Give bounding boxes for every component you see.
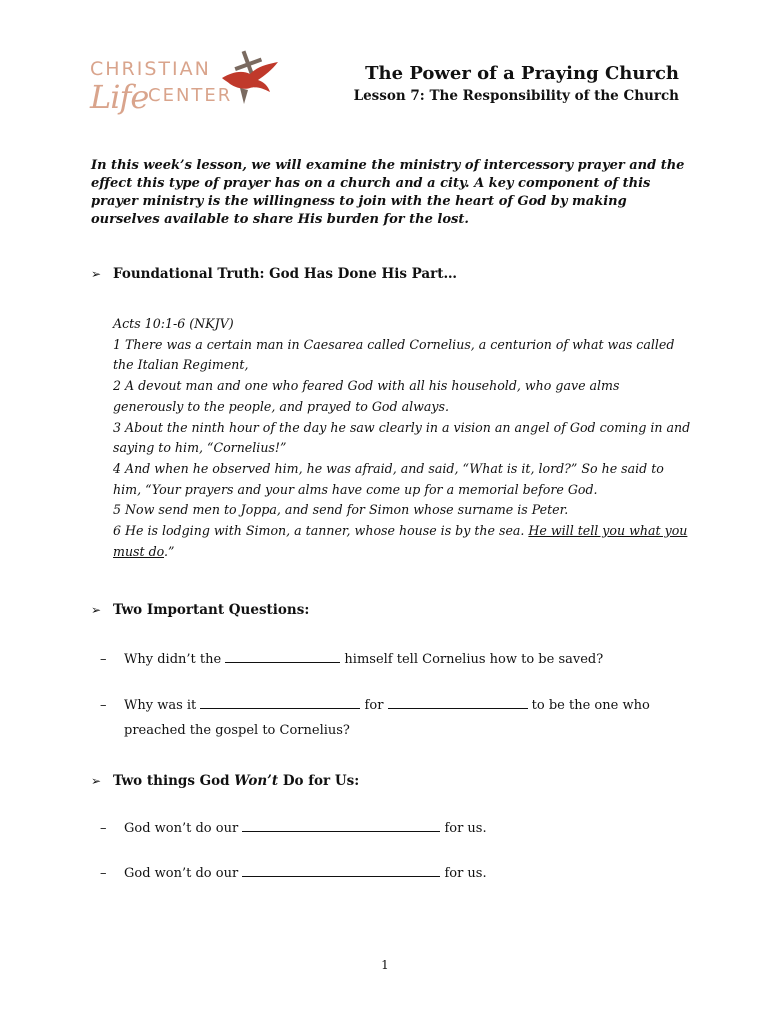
page-subtitle: Lesson 7: The Responsibility of the Church bbox=[353, 88, 679, 104]
item-1 bbox=[100, 819, 487, 836]
section-heading-emphasis: Won’t bbox=[234, 773, 279, 789]
dash-bullet: – bbox=[100, 698, 107, 713]
item-2 bbox=[100, 864, 487, 881]
page-title: The Power of a Praying Church bbox=[365, 63, 679, 84]
section-heading-end: Do for Us: bbox=[278, 773, 360, 789]
question-text: to be the one who bbox=[527, 698, 650, 713]
scripture-passage bbox=[113, 314, 693, 562]
verse-1: 1 There was a certain man in Caesarea called Cornelius, a centurion of what was called the Italian Regiment, bbox=[113, 336, 675, 373]
section-foundational-truth bbox=[91, 266, 457, 282]
verse-6-end: .” bbox=[164, 543, 175, 559]
fill-in-blank[interactable] bbox=[242, 864, 440, 877]
question-1 bbox=[100, 650, 603, 667]
fill-in-blank[interactable] bbox=[388, 696, 528, 709]
dash-bullet: – bbox=[100, 821, 107, 836]
verse-4: 4 And when he observed him, he was afraid, and said, “What is it, lord?” So he said to him, “Your prayers and your alms have come up for a memorial before God. bbox=[113, 460, 664, 497]
question-text: Why didn’t the bbox=[124, 652, 226, 667]
intro-paragraph: In this week’s lesson, we will examine the ministry of intercessory prayer and the effect this type of prayer has on a church and a city. A key component of this prayer ministry is the willingness to join with the heart of God by making ourselves available to share His burden for the lost. bbox=[91, 158, 685, 227]
dash-bullet: – bbox=[100, 866, 107, 881]
logo bbox=[90, 48, 280, 118]
section-heading: Two things God bbox=[113, 773, 235, 789]
question-2-continued: preached the gospel to Cornelius? bbox=[124, 723, 350, 738]
verse-3: 3 About the ninth hour of the day he saw clearly in a vision an angel of God coming in and saying to him, “Cornelius!” bbox=[113, 419, 691, 456]
logo-text-center: CENTER bbox=[148, 85, 233, 106]
arrow-bullet-icon: ➢ bbox=[91, 603, 102, 617]
item-text: God won’t do our bbox=[124, 821, 243, 836]
section-heading: Two Important Questions: bbox=[113, 602, 310, 618]
item-text: for us. bbox=[440, 821, 487, 836]
question-text: Why was it bbox=[124, 698, 201, 713]
page-number: 1 bbox=[381, 958, 389, 972]
question-2 bbox=[100, 696, 650, 713]
item-text: God won’t do our bbox=[124, 866, 243, 881]
section-heading: Foundational Truth: God Has Done His Part… bbox=[113, 266, 458, 282]
question-text: himself tell Cornelius how to be saved? bbox=[340, 652, 604, 667]
verse-6-underlined: He will tell you what you must do bbox=[113, 523, 688, 559]
dash-bullet: – bbox=[100, 652, 107, 667]
section-two-things bbox=[91, 773, 359, 789]
logo-text-life: Life bbox=[90, 78, 149, 116]
arrow-bullet-icon: ➢ bbox=[91, 267, 102, 281]
verse-6-text: 6 He is lodging with Simon, a tanner, whose house is by the sea. bbox=[113, 523, 529, 539]
fill-in-blank[interactable] bbox=[200, 696, 360, 709]
logo-text-christian: CHRISTIAN bbox=[90, 58, 211, 80]
arrow-bullet-icon: ➢ bbox=[91, 774, 102, 788]
verse-2: 2 A devout man and one who feared God with all his household, who gave alms generously to the people, and prayed to God always. bbox=[113, 378, 620, 414]
fill-in-blank[interactable] bbox=[225, 650, 340, 663]
question-text: for bbox=[360, 698, 388, 713]
verse-6 bbox=[113, 521, 693, 562]
cross-dove-icon bbox=[218, 48, 280, 106]
fill-in-blank[interactable] bbox=[242, 819, 440, 832]
section-two-questions bbox=[91, 602, 309, 618]
item-text: for us. bbox=[440, 866, 487, 881]
verse-5: 5 Now send men to Joppa, and send for Simon whose surname is Peter. bbox=[113, 502, 569, 518]
scripture-reference: Acts 10:1-6 (NKJV) bbox=[113, 316, 234, 331]
